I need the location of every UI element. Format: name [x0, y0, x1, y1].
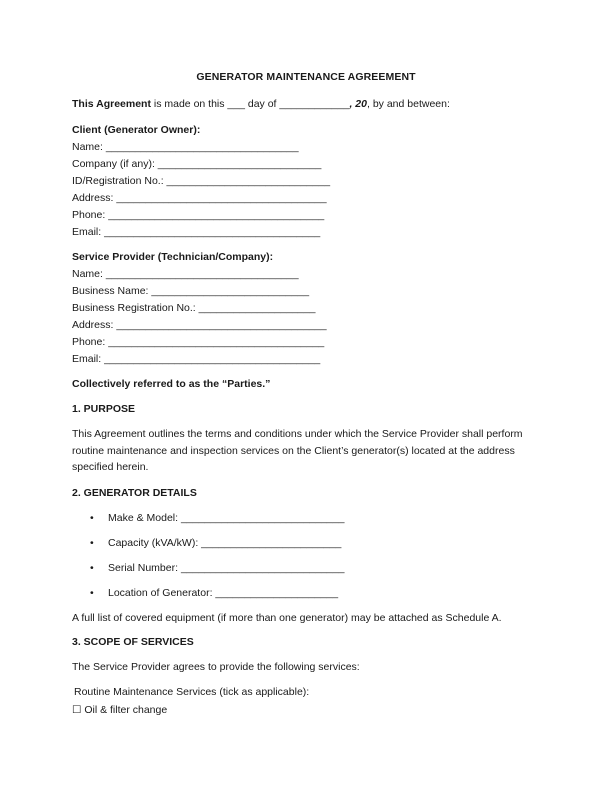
scope-intro: The Service Provider agrees to provide the following services: [72, 661, 360, 673]
schedule-note: A full list of covered equipment (if more than one generator) may be attached as Schedule A. [72, 612, 502, 624]
bullet-icon: • [90, 537, 94, 549]
provider-business-name-field[interactable]: Business Name: ___________________________ [72, 285, 310, 297]
provider-heading: Service Provider (Technician/Company): [72, 251, 274, 263]
generator-make-model-field[interactable]: Make & Model: ____________________________ [108, 512, 345, 524]
generator-heading: 2. GENERATOR DETAILS [72, 487, 197, 499]
scope-heading: 3. SCOPE OF SERVICES [72, 636, 194, 648]
generator-capacity-field[interactable]: Capacity (kVA/kW): ________________________ [108, 537, 342, 549]
client-heading: Client (Generator Owner): [72, 124, 201, 136]
provider-address-field[interactable]: Address: ____________________________________ [72, 319, 327, 331]
client-phone-field[interactable]: Phone: _____________________________________ [72, 209, 325, 221]
bullet-icon: • [90, 587, 94, 599]
client-name-field[interactable]: Name: _________________________________ [72, 141, 299, 153]
intro-end: , by and between: [366, 98, 450, 110]
client-address-field[interactable]: Address: ____________________________________ [72, 192, 327, 204]
client-email-field[interactable]: Email: _____________________________________ [72, 226, 321, 238]
purpose-heading: 1. PURPOSE [72, 403, 136, 415]
client-id-field[interactable]: ID/Registration No.: ____________________________ [72, 175, 331, 187]
client-company-field[interactable]: Company (if any): ____________________________ [72, 158, 322, 170]
oil-filter-checkbox[interactable]: ☐ Oil & filter change [72, 704, 168, 716]
intro-bold: This Agreement [72, 98, 151, 110]
provider-registration-field[interactable]: Business Registration No.: ____________________ [72, 302, 316, 314]
bullet-icon: • [90, 562, 94, 574]
intro-year: , 20 [349, 98, 367, 110]
provider-phone-field[interactable]: Phone: _____________________________________ [72, 336, 325, 348]
bullet-icon: • [90, 512, 94, 524]
intro-mid: is made on this ___ day of ____________ [150, 98, 350, 110]
provider-name-field[interactable]: Name: _________________________________ [72, 268, 299, 280]
routine-maintenance-label: Routine Maintenance Services (tick as applicable): [74, 686, 310, 698]
generator-location-field[interactable]: Location of Generator: _____________________ [108, 587, 339, 599]
purpose-text: This Agreement outlines the terms and conditions under which the Service Provider shall perform routine maintenance and inspection services on the Client’s generator(s) located at the address specified herein. [72, 428, 523, 474]
generator-serial-field[interactable]: Serial Number: ____________________________ [108, 562, 345, 574]
collective-statement: Collectively referred to as the “Parties.” [72, 378, 271, 390]
intro-line [72, 98, 450, 111]
provider-email-field[interactable]: Email: _____________________________________ [72, 353, 321, 365]
document-title: GENERATOR MAINTENANCE AGREEMENT [196, 71, 416, 83]
